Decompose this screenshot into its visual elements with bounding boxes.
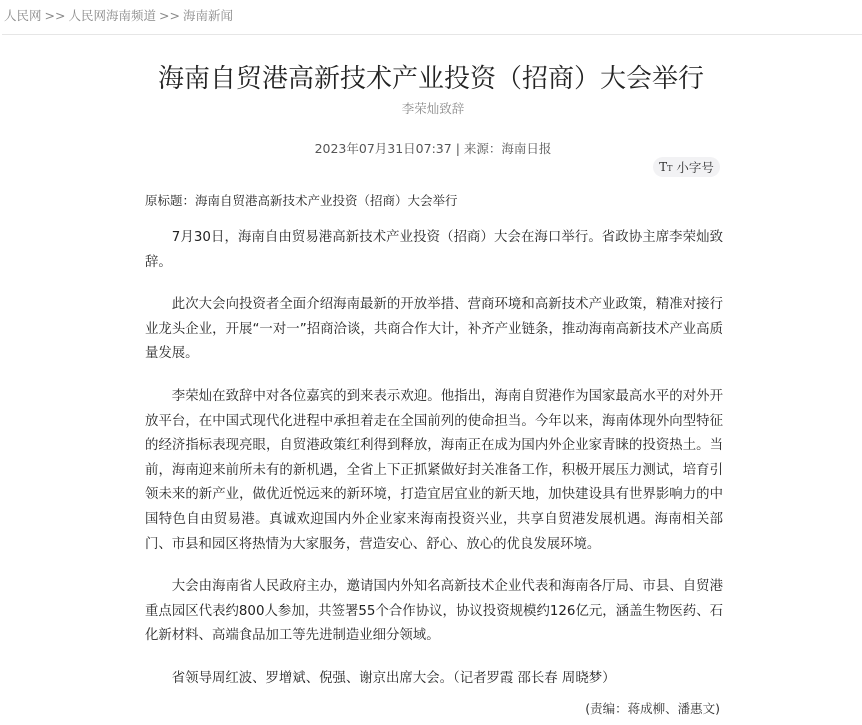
article-title: 海南自贸港高新技术产业投资（招商）大会举行 (157, 64, 704, 94)
article-meta (0, 139, 862, 157)
source-link[interactable]: 来源：海南日报 (463, 141, 552, 156)
editor-credit: (责编：蒋成柳、潘惠文) (585, 701, 720, 716)
breadcrumb-link-hainan-channel[interactable]: 人民网海南频道 (68, 8, 156, 23)
meta-divider: | (455, 141, 460, 156)
breadcrumb-link-hainan-news[interactable]: 海南新闻 (182, 8, 233, 23)
breadcrumb-separator: >> (158, 8, 180, 23)
article-paragraph: 大会由海南省人民政府主办，邀请国内外知名高新技术企业代表和海南各厅局、市县、自贸港重点园区代表约800人参加，共签署55个合作协议，协议投资规模约126亿元，涵盖生物医药、石化新材料、高端食品加工等先进制造业细分领域。 (145, 579, 723, 644)
font-size-toggle-button[interactable] (653, 157, 720, 177)
font-size-toggle-label: 小字号 (676, 160, 714, 175)
original-title: 原标题：海南自贸港高新技术产业投资（招商）大会举行 (145, 193, 458, 208)
breadcrumb-link-people-net[interactable]: 人民网 (4, 8, 42, 23)
breadcrumb-separator: >> (44, 8, 66, 23)
article-body (145, 192, 723, 710)
header-divider (2, 34, 862, 35)
article-paragraph: 此次大会向投资者全面介绍海南最新的开放举措、营商环境和高新技术产业政策，精准对接行业龙头企业，开展“一对一”招商洽谈，共商合作大计，补齐产业链条，推动海南高新技术产业高质量发展。 (145, 297, 723, 362)
article-paragraph: 李荣灿在致辞中对各位嘉宾的到来表示欢迎。他指出，海南自贸港作为国家最高水平的对外开放平台，在中国式现代化进程中承担着走在全国前列的使命担当。今年以来，海南体现外向型特征的经济指标表现亮眼，自贸港政策红利得到释放，海南正在成为国内外企业家青睐的投资热土。当前，海南迎来前所未有的新机遇，全省上下正抓紧做好封关准备工作，积极开展压力测试，培育引领未来的新产业，做优近悦远来的新环境，打造宜居宜业的新天地，加快建设具有世界影响力的中国特色自由贸易港。真诚欢迎国内外企业家来海南投资兴业，共享自贸港发展机遇。海南相关部门、市县和园区将热情为大家服务，营造安心、舒心、放心的优良发展环境。 (145, 388, 723, 552)
article-paragraph: 省领导周红波、罗增斌、倪强、谢京出席大会。（记者罗霞 邵长春 周晓梦） (171, 670, 616, 686)
text-size-icon: TT (659, 160, 673, 174)
breadcrumb (4, 6, 233, 24)
article-subtitle: 李荣灿致辞 (401, 101, 465, 116)
article-paragraph: 7月30日，海南自由贸易港高新技术产业投资（招商）大会在海口举行。省政协主席李荣灿致辞。 (145, 230, 723, 270)
publish-datetime: 2023年07月31日07:37 (314, 141, 452, 156)
